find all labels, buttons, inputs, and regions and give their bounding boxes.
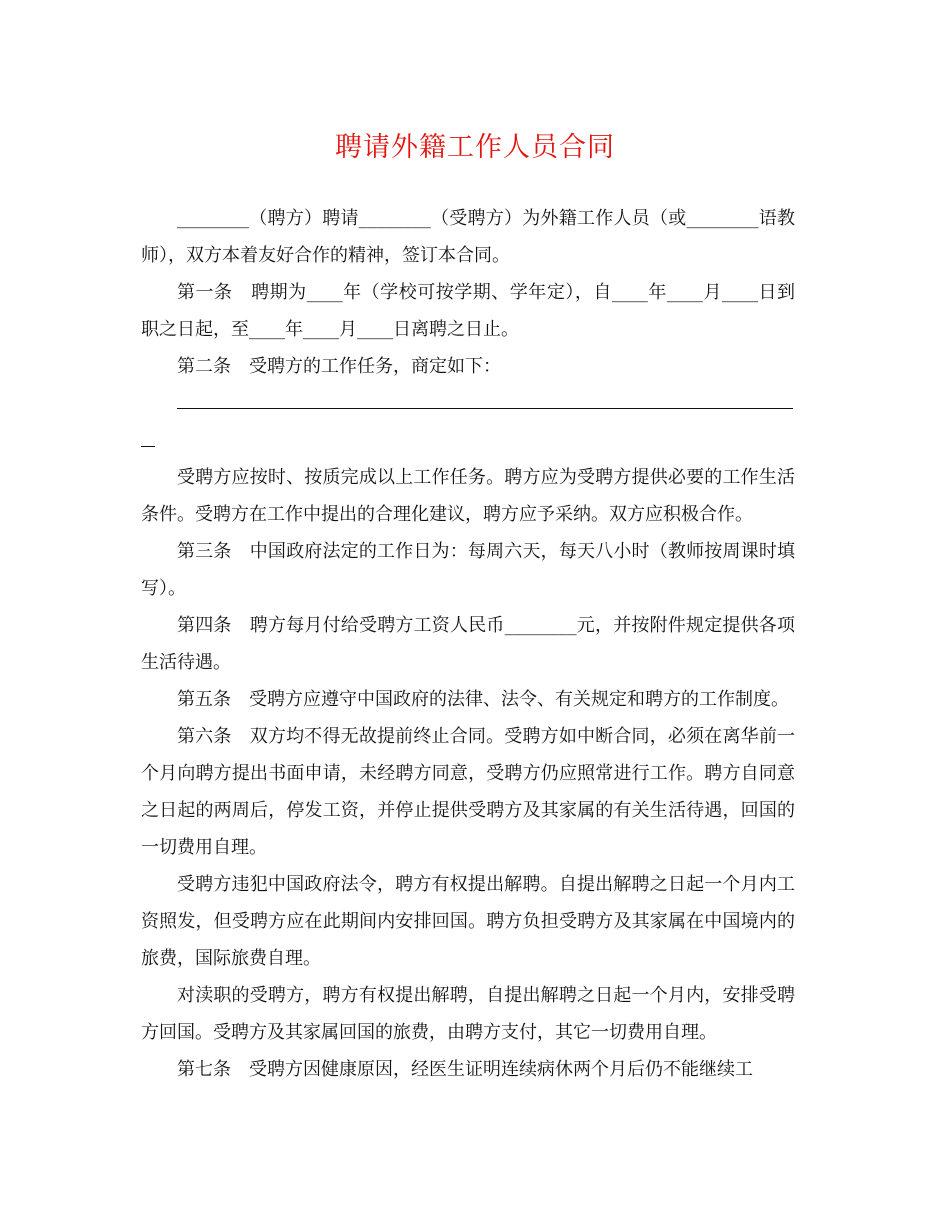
paragraph-article-3: 第三条 中国政府法定的工作日为：每周六天，每天八小时（教师按周课时填写）。 (141, 541, 795, 599)
paragraph-dismissal-violation: 受聘方违犯中国政府法令，聘方有权提出解聘。自提出解聘之日起一个月内工资照发，但受聘方应在此期间内安排回国。聘方负担受聘方及其家属在中国境内的旅费，国际旅费自理。 (141, 874, 795, 969)
paragraph-article-4: 第四条 聘方每月付给受聘方工资人民币________元，并按附件规定提供各项生活待遇。 (141, 615, 795, 673)
paragraph-article-5: 第五条 受聘方应遵守中国政府的法律、法令、有关规定和聘方的工作制度。 (177, 689, 789, 710)
paragraph-dismissal-negligence: 对渎职的受聘方，聘方有权提出解聘，自提出解聘之日起一个月内，安排受聘方回国。受聘方及其家属回国的旅费，由聘方支付，其它一切费用自理。 (141, 985, 795, 1043)
blank-underline (177, 390, 793, 409)
blank-underline-tail (141, 446, 155, 447)
paragraph-article-6: 第六条 双方均不得无故提前终止合同。受聘方如中断合同，必须在离华前一个月向聘方提出书面申请，未经聘方同意，受聘方仍应照常进行工作。聘方自同意之日起的两周后，停发工资，并停止提供受聘方及其家属的有关生活待遇，回国的一切费用自理。 (141, 726, 795, 858)
paragraph-article-1: 第一条 聘期为____年（学校可按学期、学年定），自____年____月____日到职之日起，至____年____月____日离聘之日止。 (141, 282, 795, 340)
document-title: 聘请外籍工作人员合同 (335, 132, 615, 163)
paragraph-duties: 受聘方应按时、按质完成以上工作任务。聘方应为受聘方提供必要的工作生活条件。受聘方在工作中提出的合理化建议，聘方应予采纳。双方应积极合作。 (141, 467, 795, 525)
fill-in-blank-line-tail (141, 422, 795, 459)
paragraph-article-7: 第七条 受聘方因健康原因，经医生证明连续病休两个月后仍不能继续工 (177, 1059, 753, 1080)
paragraph-article-2: 第二条 受聘方的工作任务，商定如下： (177, 356, 501, 377)
paragraph-intro: ________（聘方）聘请________（受聘方）为外籍工作人员（或________语教师），双方本着友好合作的精神，签订本合同。 (141, 208, 795, 266)
fill-in-blank-line (141, 385, 795, 422)
document-body (141, 200, 795, 1088)
